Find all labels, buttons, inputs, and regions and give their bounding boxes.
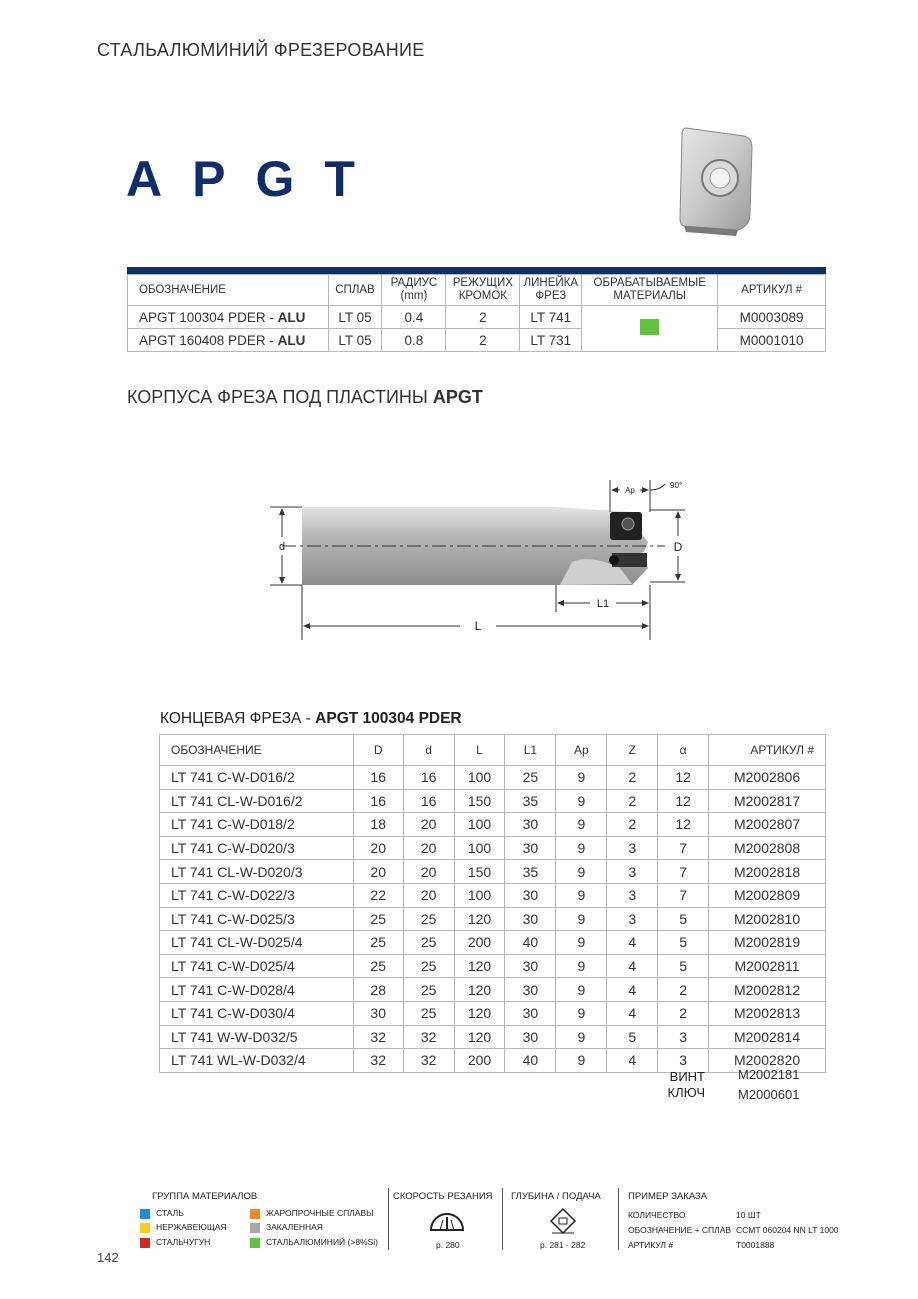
table-cell: 40 xyxy=(505,1049,556,1073)
table-cell: 30 xyxy=(505,836,556,860)
table-cell: 30 xyxy=(505,1025,556,1049)
table-cell: 28 xyxy=(353,978,403,1002)
table-cell: 9 xyxy=(556,813,607,837)
cell-grade: LT 05 xyxy=(328,329,382,352)
order-article-label: АРТИКУЛ # xyxy=(628,1240,674,1250)
table-cell: LT 741 C-W-D025/4 xyxy=(160,954,354,978)
col-grade: СПЛАВ xyxy=(328,275,382,306)
table-row xyxy=(160,789,826,813)
dim-Ap-label: Ap xyxy=(625,486,635,495)
divider xyxy=(502,1188,503,1250)
inserts-table xyxy=(127,274,826,352)
table-cell: 120 xyxy=(454,1025,505,1049)
cell-designation: APGT 100304 PDER - ALU xyxy=(128,306,329,329)
table-cell: M2002811 xyxy=(709,954,826,978)
bodies-title: КОРПУСА ФРЕЗА ПОД ПЛАСТИНЫ APGT xyxy=(127,387,483,407)
table-cell: M2002810 xyxy=(709,907,826,931)
cast-iron-swatch xyxy=(140,1238,150,1248)
table-cell: 3 xyxy=(658,1025,709,1049)
table-cell: 9 xyxy=(556,836,607,860)
order-article-value: T0001888 xyxy=(736,1240,775,1250)
table-cell: 9 xyxy=(556,907,607,931)
table-cell: 20 xyxy=(403,860,454,884)
order-designation-value: CCMT 060204 NN LT 1000 xyxy=(736,1225,839,1235)
table-row xyxy=(160,1025,826,1049)
table-cell: 2 xyxy=(607,813,658,837)
key-article: M2000601 xyxy=(738,1087,800,1102)
table-cell: 20 xyxy=(403,883,454,907)
column-header: Ap xyxy=(556,735,607,766)
table-cell: 5 xyxy=(658,907,709,931)
table-cell: 35 xyxy=(505,789,556,813)
cell-article: M0001010 xyxy=(718,329,826,352)
table-cell: 25 xyxy=(505,766,556,790)
col-article: АРТИКУЛ # xyxy=(718,275,826,306)
table-cell: 9 xyxy=(556,766,607,790)
table-cell: LT 741 C-W-D018/2 xyxy=(160,813,354,837)
table-cell: 30 xyxy=(505,978,556,1002)
table-cell: M2002819 xyxy=(709,931,826,955)
cutting-speed-icon xyxy=(428,1210,466,1234)
order-qty-value: 10 ШТ xyxy=(736,1210,761,1220)
table-cell: M2002812 xyxy=(709,978,826,1002)
aluminium-swatch xyxy=(250,1238,260,1248)
order-example-title: ПРИМЕР ЗАКАЗА xyxy=(628,1191,708,1202)
table-cell: 25 xyxy=(403,978,454,1002)
table-cell: 9 xyxy=(556,978,607,1002)
table-cell: M2002814 xyxy=(709,1025,826,1049)
dim-D-label: D xyxy=(673,540,683,554)
legend-item: ЖАРОПРОЧНЫЕ СПЛАВЫ xyxy=(250,1208,374,1219)
table-row xyxy=(160,836,826,860)
cell-grade: LT 05 xyxy=(328,306,382,329)
angle-label: 90° xyxy=(670,481,683,490)
table-cell: 9 xyxy=(556,931,607,955)
table-cell: 100 xyxy=(454,766,505,790)
col-designation: ОБОЗНАЧЕНИЕ xyxy=(128,275,329,306)
column-header: ОБОЗНАЧЕНИЕ xyxy=(160,735,354,766)
table-row xyxy=(160,907,826,931)
steel-swatch xyxy=(140,1209,150,1219)
screw-article: M2002181 xyxy=(738,1067,800,1082)
depth-feed-page: p. 281 - 282 xyxy=(540,1240,586,1250)
material-aluminium-swatch xyxy=(640,319,659,335)
table-cell: 3 xyxy=(607,907,658,931)
cell-designation: APGT 160408 PDER - ALU xyxy=(128,329,329,352)
table-cell: 5 xyxy=(607,1025,658,1049)
table-cell: M2002813 xyxy=(709,1001,826,1025)
table-cell: 20 xyxy=(353,836,403,860)
table-row xyxy=(160,1001,826,1025)
table-row xyxy=(160,1049,826,1073)
column-header: L xyxy=(454,735,505,766)
table-cell: 7 xyxy=(658,883,709,907)
table-cell: 100 xyxy=(454,883,505,907)
table-cell: 120 xyxy=(454,954,505,978)
screw-label: ВИНТ xyxy=(669,1069,705,1084)
table-cell: 9 xyxy=(556,1049,607,1073)
table-row xyxy=(160,978,826,1002)
table-cell: LT 741 C-W-D025/3 xyxy=(160,907,354,931)
table-cell: 30 xyxy=(505,813,556,837)
table-cell: 7 xyxy=(658,836,709,860)
legend-item: СТАЛЬЧУГУН xyxy=(140,1237,210,1248)
table-cell: 25 xyxy=(353,907,403,931)
table-cell: 4 xyxy=(607,931,658,955)
table-cell: 5 xyxy=(658,931,709,955)
table-cell: 32 xyxy=(353,1025,403,1049)
table-cell: 22 xyxy=(353,883,403,907)
table-cell: 30 xyxy=(505,1001,556,1025)
col-line: ЛИНЕЙКА ФРЕЗ xyxy=(520,275,582,306)
table-row xyxy=(160,883,826,907)
superalloy-swatch xyxy=(250,1209,260,1219)
table-cell: 35 xyxy=(505,860,556,884)
legend-item: СТАЛЬ xyxy=(140,1208,184,1219)
end-mill-diagram xyxy=(260,472,700,647)
table-cell: 120 xyxy=(454,1001,505,1025)
table-cell: 30 xyxy=(505,907,556,931)
table-cell: M2002817 xyxy=(709,789,826,813)
table-cell: 9 xyxy=(556,954,607,978)
table-cell: 16 xyxy=(353,766,403,790)
table-cell: 32 xyxy=(353,1049,403,1073)
dim-L-label: L xyxy=(474,619,482,633)
table-cell: M2002809 xyxy=(709,883,826,907)
cell-line: LT 741 xyxy=(520,306,582,329)
table-cell: LT 741 C-W-D020/3 xyxy=(160,836,354,860)
table-cell: 9 xyxy=(556,860,607,884)
table-cell: 200 xyxy=(454,931,505,955)
table-cell: 9 xyxy=(556,1001,607,1025)
table-cell: M2002806 xyxy=(709,766,826,790)
stainless-swatch xyxy=(140,1223,150,1233)
table-cell: M2002818 xyxy=(709,860,826,884)
table-cell: M2002808 xyxy=(709,836,826,860)
cutting-speed-page: p. 280 xyxy=(436,1240,460,1250)
column-header: D xyxy=(353,735,403,766)
table-cell: 4 xyxy=(607,954,658,978)
cell-radius: 0.8 xyxy=(382,329,446,352)
depth-feed-title: ГЛУБИНА / ПОДАЧА xyxy=(511,1191,601,1202)
table-row xyxy=(160,766,826,790)
table-cell: LT 741 CL-W-D020/3 xyxy=(160,860,354,884)
table-cell: 12 xyxy=(658,766,709,790)
table-cell: 100 xyxy=(454,836,505,860)
table-cell: LT 741 C-W-D030/4 xyxy=(160,1001,354,1025)
legend-item: НЕРЖАВЕЮЩАЯ xyxy=(140,1222,227,1233)
table-cell: 25 xyxy=(403,1001,454,1025)
table-row xyxy=(128,306,826,329)
table-cell: 32 xyxy=(403,1049,454,1073)
table-cell: 12 xyxy=(658,813,709,837)
col-radius: РАДИУС (mm) xyxy=(382,275,446,306)
table-cell: 150 xyxy=(454,789,505,813)
depth-feed-icon xyxy=(548,1206,578,1236)
table-cell: LT 741 C-W-D028/4 xyxy=(160,978,354,1002)
table-cell: 5 xyxy=(658,954,709,978)
table-row xyxy=(160,860,826,884)
column-header: АРТИКУЛ # xyxy=(709,735,826,766)
table-cell: 30 xyxy=(353,1001,403,1025)
table-cell: LT 741 W-W-D032/5 xyxy=(160,1025,354,1049)
product-title: APGT xyxy=(126,151,385,207)
table-cell: 16 xyxy=(353,789,403,813)
table-cell: M2002807 xyxy=(709,813,826,837)
table-cell: 100 xyxy=(454,813,505,837)
table-row xyxy=(160,813,826,837)
end-mill-table xyxy=(159,734,826,1073)
cell-materials xyxy=(582,306,718,352)
cell-line: LT 731 xyxy=(520,329,582,352)
table-cell: 200 xyxy=(454,1049,505,1073)
order-designation-label: ОБОЗНАЧЕНИЕ + СПЛАВ xyxy=(628,1225,732,1235)
page-number: 142 xyxy=(97,1250,119,1265)
table-cell: 25 xyxy=(353,931,403,955)
table-row xyxy=(128,329,826,352)
insert-image xyxy=(676,122,756,240)
table-cell: 120 xyxy=(454,907,505,931)
table-header-row xyxy=(160,735,826,766)
table-cell: 2 xyxy=(607,789,658,813)
table-row xyxy=(160,954,826,978)
table-cell: 30 xyxy=(505,883,556,907)
hardened-swatch xyxy=(250,1223,260,1233)
cell-edges: 2 xyxy=(446,329,520,352)
table-cell: 20 xyxy=(353,860,403,884)
table-cell: 4 xyxy=(607,978,658,1002)
order-qty-label: КОЛИЧЕСТВО xyxy=(628,1210,686,1220)
table-cell: 9 xyxy=(556,789,607,813)
table-cell: LT 741 C-W-D022/3 xyxy=(160,883,354,907)
table-cell: 40 xyxy=(505,931,556,955)
table-cell: 4 xyxy=(607,1001,658,1025)
table-cell: 3 xyxy=(607,883,658,907)
table-cell: 20 xyxy=(403,813,454,837)
table-cell: 30 xyxy=(505,954,556,978)
column-header: d xyxy=(403,735,454,766)
column-header: α xyxy=(658,735,709,766)
table-cell: 16 xyxy=(403,789,454,813)
table-cell: 18 xyxy=(353,813,403,837)
table-cell: 2 xyxy=(658,978,709,1002)
table-cell: 25 xyxy=(353,954,403,978)
col-edges: РЕЖУЩИХ КРОМОК xyxy=(446,275,520,306)
table-row xyxy=(160,931,826,955)
table-cell: 4 xyxy=(607,1049,658,1073)
table-cell: LT 741 CL-W-D025/4 xyxy=(160,931,354,955)
cell-edges: 2 xyxy=(446,306,520,329)
key-label: КЛЮЧ xyxy=(667,1085,705,1100)
cell-article: M0003089 xyxy=(718,306,826,329)
dim-d-label: d xyxy=(278,541,286,553)
table-cell: 16 xyxy=(403,766,454,790)
table-cell: 3 xyxy=(607,860,658,884)
table-cell: 25 xyxy=(403,931,454,955)
end-mill-title: КОНЦЕВАЯ ФРЕЗА - APGT 100304 PDER xyxy=(160,710,462,727)
cutting-speed-title: СКОРОСТЬ РЕЗАНИЯ xyxy=(393,1191,493,1202)
legend-item: СТАЛЬАЛЮМИНИЙ (>8%Si) xyxy=(250,1237,378,1248)
table-cell: 3 xyxy=(607,836,658,860)
table-cell: 9 xyxy=(556,1025,607,1049)
divider xyxy=(618,1188,619,1250)
dim-L1-label: L1 xyxy=(596,598,610,610)
col-materials: ОБРАБАТЫВАЕМЫЕ МАТЕРИАЛЫ xyxy=(582,275,718,306)
table-cell: 25 xyxy=(403,954,454,978)
divider xyxy=(388,1188,389,1250)
table-cell: 12 xyxy=(658,789,709,813)
table-cell: 25 xyxy=(403,907,454,931)
column-header: Z xyxy=(607,735,658,766)
legend-item: ЗАКАЛЕННАЯ xyxy=(250,1222,323,1233)
table-cell: 150 xyxy=(454,860,505,884)
table-cell: 20 xyxy=(403,836,454,860)
material-groups-title: ГРУППА МАТЕРИАЛОВ xyxy=(152,1191,258,1202)
cell-radius: 0.4 xyxy=(382,306,446,329)
column-header: L1 xyxy=(505,735,556,766)
table-cell: M2002820 xyxy=(709,1049,826,1073)
table-header-bar xyxy=(127,267,826,274)
section-header: СТАЛЬАЛЮМИНИЙ ФРЕЗЕРОВАНИЕ xyxy=(97,40,425,60)
table-cell: LT 741 WL-W-D032/4 xyxy=(160,1049,354,1073)
table-cell: 32 xyxy=(403,1025,454,1049)
table-cell: 2 xyxy=(658,1001,709,1025)
table-cell: 9 xyxy=(556,883,607,907)
table-cell: 7 xyxy=(658,860,709,884)
table-cell: LT 741 C-W-D016/2 xyxy=(160,766,354,790)
table-cell: 120 xyxy=(454,978,505,1002)
table-cell: 3 xyxy=(658,1049,709,1073)
table-cell: LT 741 CL-W-D016/2 xyxy=(160,789,354,813)
table-cell: 2 xyxy=(607,766,658,790)
